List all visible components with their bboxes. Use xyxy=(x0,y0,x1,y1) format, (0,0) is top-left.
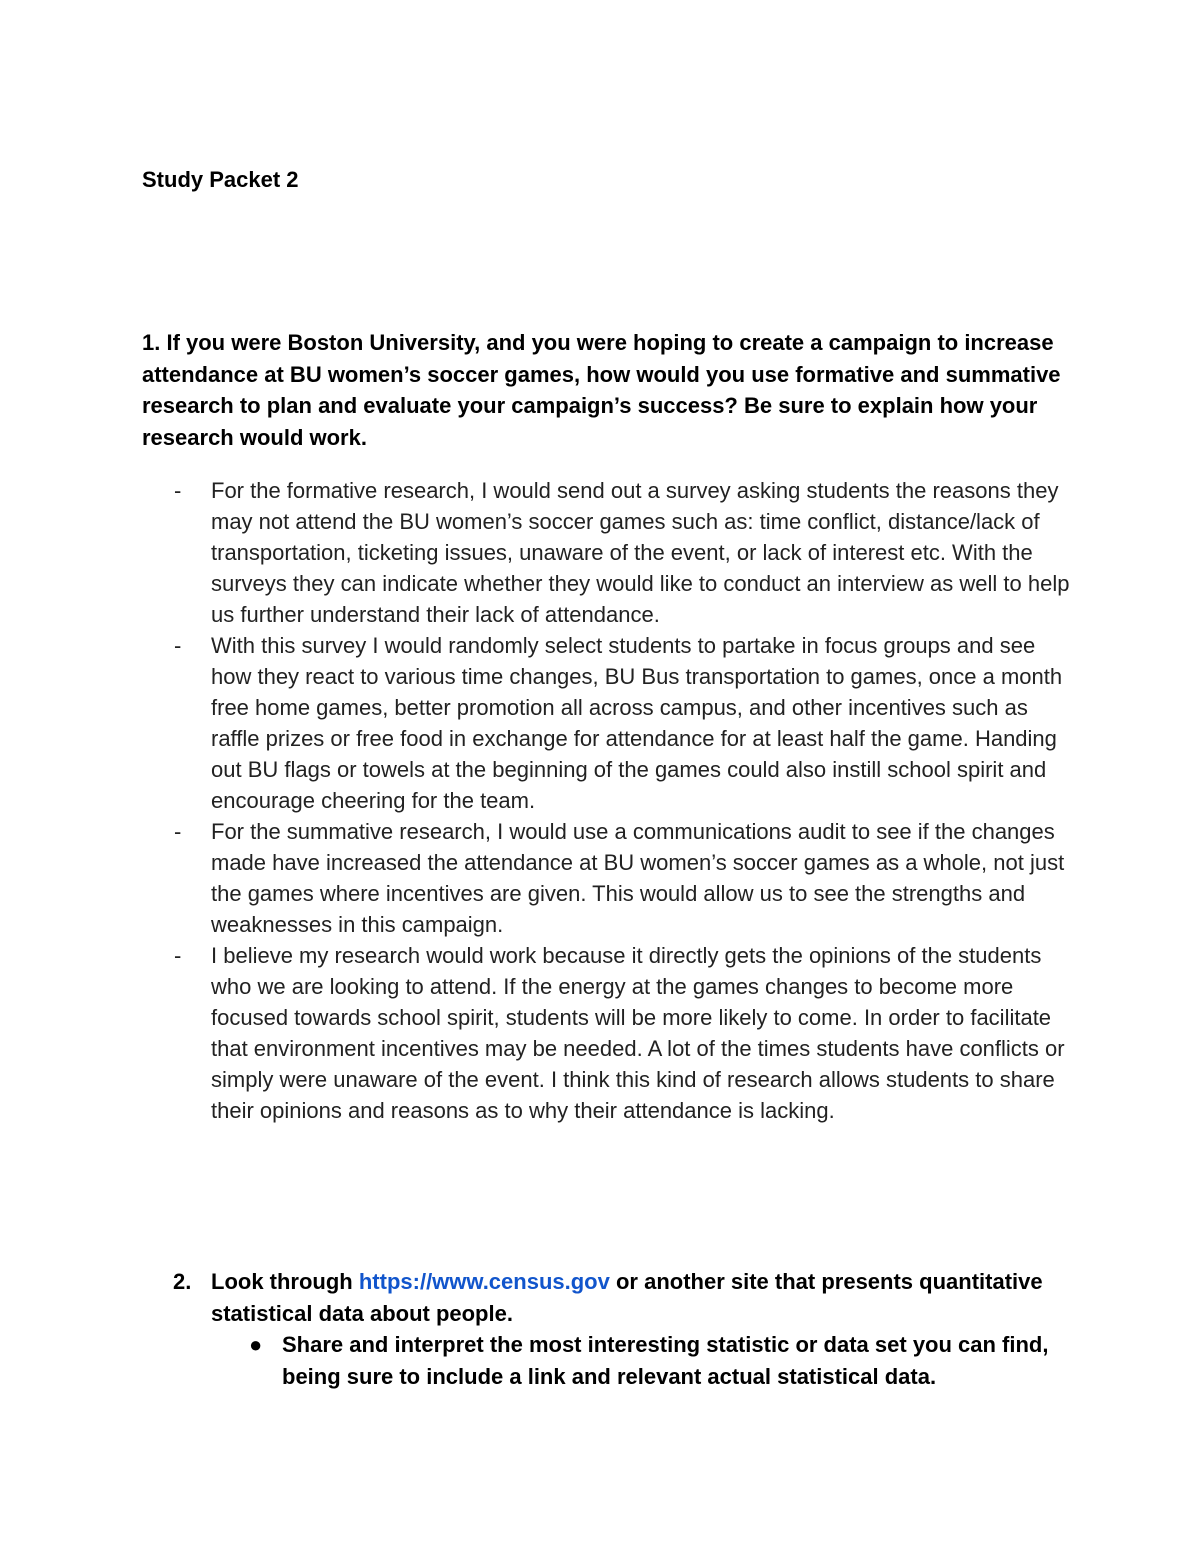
question-2-number: 2. xyxy=(173,1269,192,1294)
answer-text: With this survey I would randomly select students to partake in focus groups and see how they react to various time changes, BU Bus transportation to games, once a month free home games, better promotion all across campus, and other incentives such as raffle prizes or free food in exchange for attendance for at least half the game. Handing out BU flags or towels at the beginning of the games could also instill school spirit and encourage cheering for the team. xyxy=(211,633,1063,813)
question-2-subpoint-text: Share and interpret the most interesting statistic or data set you can find, being sure to include a link and relevant actual statistical data. xyxy=(282,1332,1049,1389)
dash-marker: - xyxy=(174,943,182,968)
answer-item xyxy=(142,630,1072,816)
answer-item xyxy=(142,475,1072,630)
census-link[interactable]: https://www.census.gov xyxy=(358,1269,610,1294)
answer-item xyxy=(142,816,1072,940)
dash-marker: - xyxy=(174,633,182,658)
answer-text: For the summative research, I would use a communications audit to see if the changes made have increased the attendance at BU women’s soccer games as a whole, not just the games where incentives are given. This would allow us to see the strengths and weaknesses in this campaign. xyxy=(211,819,1065,937)
answer-text: I believe my research would work because it directly gets the opinions of the students who we are looking to attend. If the energy at the games changes to become more focused towards school spirit, students will be more likely to come. In order to facilitate that environment incentives may be needed. A lot of the times students have conflicts or simply were unaware of the event. I think this kind of research allows students to share their opinions and reasons as to why their attendance is lacking. xyxy=(211,943,1065,1123)
question-2-suffix: or another site that presents quantitative statistical data about people. xyxy=(211,1269,1043,1326)
question-2 xyxy=(142,1266,1072,1392)
question-2-text xyxy=(211,1266,1072,1329)
question-1: 1. If you were Boston University, and you were hoping to create a campaign to increase attendance at BU women’s soccer games, how would you use formative and summative research to plan and evaluate your campaign’s success? Be sure to explain how your research would work. xyxy=(142,330,1061,450)
dash-marker: - xyxy=(174,478,182,503)
question-2-prefix: Look through xyxy=(211,1269,359,1294)
answer-list xyxy=(142,475,1072,1126)
bullet-icon: ● xyxy=(249,1332,263,1357)
answer-text: For the formative research, I would send out a survey asking students the reasons they may not attend the BU women’s soccer games such as: time conflict, distance/lack of transportation, ticketing issues, unaware of the event, or lack of interest etc. With the surveys they can indicate whether they would like to conduct an interview as well to help us further understand their lack of attendance. xyxy=(211,478,1070,627)
answer-item xyxy=(142,940,1072,1126)
question-2-subpoint xyxy=(249,1329,1072,1392)
document-title: Study Packet 2 xyxy=(142,167,299,192)
dash-marker: - xyxy=(174,819,182,844)
